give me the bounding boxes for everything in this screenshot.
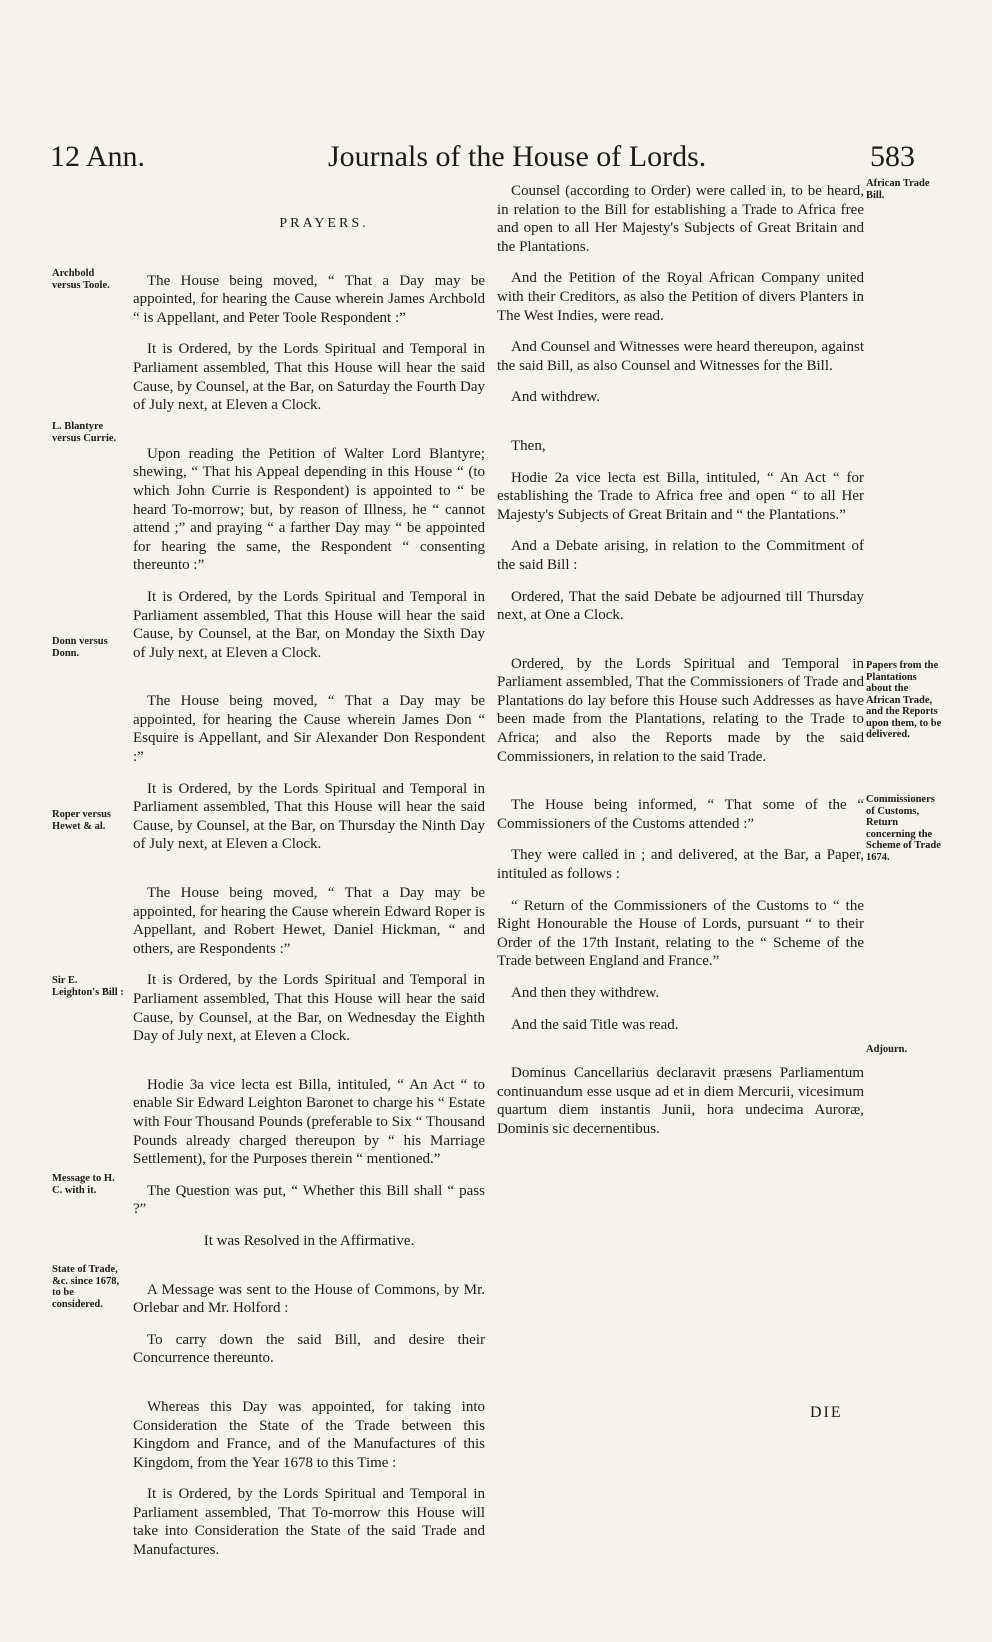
paragraph: And the Petition of the Royal African Company united with their Creditors, as also the Petition of divers Planters in The West Indies, were read. bbox=[497, 270, 864, 324]
paragraph: Hodie 3a vice lecta est Billa, intituled, “ An Act “ to enable Sir Edward Leighton Baronet to charge his “ Estate with Four Thousand Pounds (preferable to Six “ Thousand Pounds already charged thereupon by “ his Marriage Settlement), for the Purposes therein “ mentioned.” bbox=[133, 1076, 485, 1168]
margin-note: Archbold versus Toole. bbox=[52, 268, 110, 291]
margin-note: L. Blantyre versus Currie. bbox=[52, 421, 117, 444]
paragraph: And withdrew. bbox=[511, 389, 601, 406]
paragraph: The House being informed, “ That some of the “ Commissioners of the Customs attended :” bbox=[497, 797, 864, 832]
paragraph: The House being moved, “ That a Day may be appointed, for hearing the Cause wherein Edward Roper is Appellant, and Robert Hewet, Daniel Hickman, “ and others, are Respondents :” bbox=[133, 885, 485, 957]
margin-note: Commissioners of Customs, Return concerning the Scheme of Trade 1674. bbox=[866, 794, 941, 863]
paragraph: The House being moved, “ That a Day may be appointed, for hearing the Cause wherein James Don “ Esquire is Appellant, and Sir Alexander Don Respondent :” bbox=[133, 693, 485, 766]
paragraph: It is Ordered, by the Lords Spiritual and Temporal in Parliament assembled, That To-morrow this House will take into Consideration the State of the said Trade and Manufactures. bbox=[133, 1486, 485, 1559]
left-column bbox=[133, 205, 485, 1573]
header-page-number: 583 bbox=[870, 140, 915, 173]
margin-note: Adjourn. bbox=[866, 1044, 908, 1055]
margin-note: State of Trade, &c. since 1678, to be considered. bbox=[52, 1264, 120, 1310]
margin-note: Papers from the Plantations about the African Trade, and the Reports upon them, to be delivered. bbox=[866, 660, 942, 740]
right-column bbox=[497, 182, 864, 1152]
margin-note: Message to H. C. with it. bbox=[52, 1173, 115, 1196]
paragraph: Then, bbox=[511, 437, 546, 454]
paragraph: The Question was put, “ Whether this Bill shall “ pass ?” bbox=[133, 1182, 485, 1218]
paragraph: It is Ordered, by the Lords Spiritual and Temporal in Parliament assembled, That this House will hear the said Cause, by Counsel, at the Bar, on Monday the Sixth Day of July next, at Eleven a Clock. bbox=[133, 588, 485, 661]
paragraph: A Message was sent to the House of Commons, by Mr. Orlebar and Mr. Holford : bbox=[133, 1281, 485, 1317]
paragraph: Counsel (according to Order) were called in, to be heard, in relation to the Bill for establishing a Trade to Africa free and open to all Her Majesty's Subjects of Great Britain and the Plantations. bbox=[497, 183, 864, 255]
paragraph: “ Return of the Commissioners of the Customs to “ the Right Honourable the House of Lords, pursuant “ to their Order of the 17th Instant, relating to the “ Scheme of the Trade between England and France.” bbox=[497, 897, 864, 970]
section-title: PRAYERS. bbox=[279, 216, 369, 231]
margin-note: Donn versus Donn. bbox=[52, 636, 108, 659]
margin-note: Sir E. Leighton's Bill : bbox=[52, 975, 124, 998]
paragraph: They were called in ; and delivered, at the Bar, a Paper, intituled as follows : bbox=[497, 847, 864, 883]
paragraph: The House being moved, “ That a Day may be appointed, for hearing the Cause wherein James Archbold “ is Appellant, and Peter Toole Respondent :” bbox=[133, 272, 485, 326]
margin-note: African Trade Bill. bbox=[866, 178, 930, 201]
header-regnal-year: 12 Ann. bbox=[50, 140, 146, 173]
paragraph: Ordered, That the said Debate be adjourned till Thursday next, at One a Clock. bbox=[497, 588, 864, 624]
paragraph: It is Ordered, by the Lords Spiritual and Temporal in Parliament assembled, That this House will hear the said Cause, by Counsel, at the Bar, on Thursday the Ninth Day of July next, at Eleven a Clock. bbox=[133, 780, 485, 853]
paragraph: To carry down the said Bill, and desire their Concurrence thereunto. bbox=[133, 1331, 485, 1367]
paragraph: It was Resolved in the Affirmative. bbox=[203, 1232, 415, 1249]
paragraph: And then they withdrew. bbox=[511, 985, 660, 1001]
paragraph: And the said Title was read. bbox=[511, 1016, 679, 1033]
paragraph: Ordered, by the Lords Spiritual and Temporal in Parliament assembled, That the Commissioners of Trade and Plantations do lay before this House such Addresses as have been made from the Plantations, relating to the Trade to Africa; and also the Reports made by the said Commissioners, in relation to the said Trade. bbox=[497, 655, 864, 765]
paragraph: Upon reading the Petition of Walter Lord Blantyre; shewing, “ That his Appeal depending in this House “ (to which John Currie is Respondent) is appointed to “ be heard To-morrow; but, by reason of Illness, he “ cannot attend ;” and praying “ a farther Day may “ be appointed for hearing the same, the Respondent “ consenting thereunto :” bbox=[133, 445, 485, 574]
paragraph: It is Ordered, by the Lords Spiritual and Temporal in Parliament assembled, That this House will hear the said Cause, by Counsel, at the Bar, on Saturday the Fourth Day of July next, at Eleven a Clock. bbox=[133, 341, 485, 414]
margin-note: Roper versus Hewet & al. bbox=[52, 809, 112, 832]
paragraph: Whereas this Day was appointed, for taking into Consideration the State of the Trade between this Kingdom and France, and of the Manufactures of this Kingdom, from the Year 1678 to this Time : bbox=[133, 1398, 485, 1471]
paragraph: And Counsel and Witnesses were heard thereupon, against the said Bill, as also Counsel and Witnesses for the Bill. bbox=[497, 339, 864, 374]
paragraph: It is Ordered, by the Lords Spiritual and Temporal in Parliament assembled, That this House will hear the said Cause, by Counsel, at the Bar, on Wednesday the Eighth Day of July next, at Eleven a Clock. bbox=[133, 972, 485, 1045]
paragraph: Hodie 2a vice lecta est Billa, intituled, “ An Act “ for establishing the Trade to Africa free and open “ to all Her Majesty's Subjects of Great Britain and “ the Plantations.” bbox=[497, 469, 864, 523]
paragraph: Dominus Cancellarius declaravit præsens Parliamentum continuandum esse usque ad et in diem Mercurii, vicesimum quartum diem instantis Junii, hora undecima Auroræ, Dominis sic decernentibus. bbox=[497, 1065, 864, 1137]
catchword: DIE bbox=[810, 1404, 843, 1421]
paragraph: And a Debate arising, in relation to the Commitment of the said Bill : bbox=[497, 538, 864, 573]
header-journal-title: Journals of the House of Lords. bbox=[328, 140, 707, 173]
